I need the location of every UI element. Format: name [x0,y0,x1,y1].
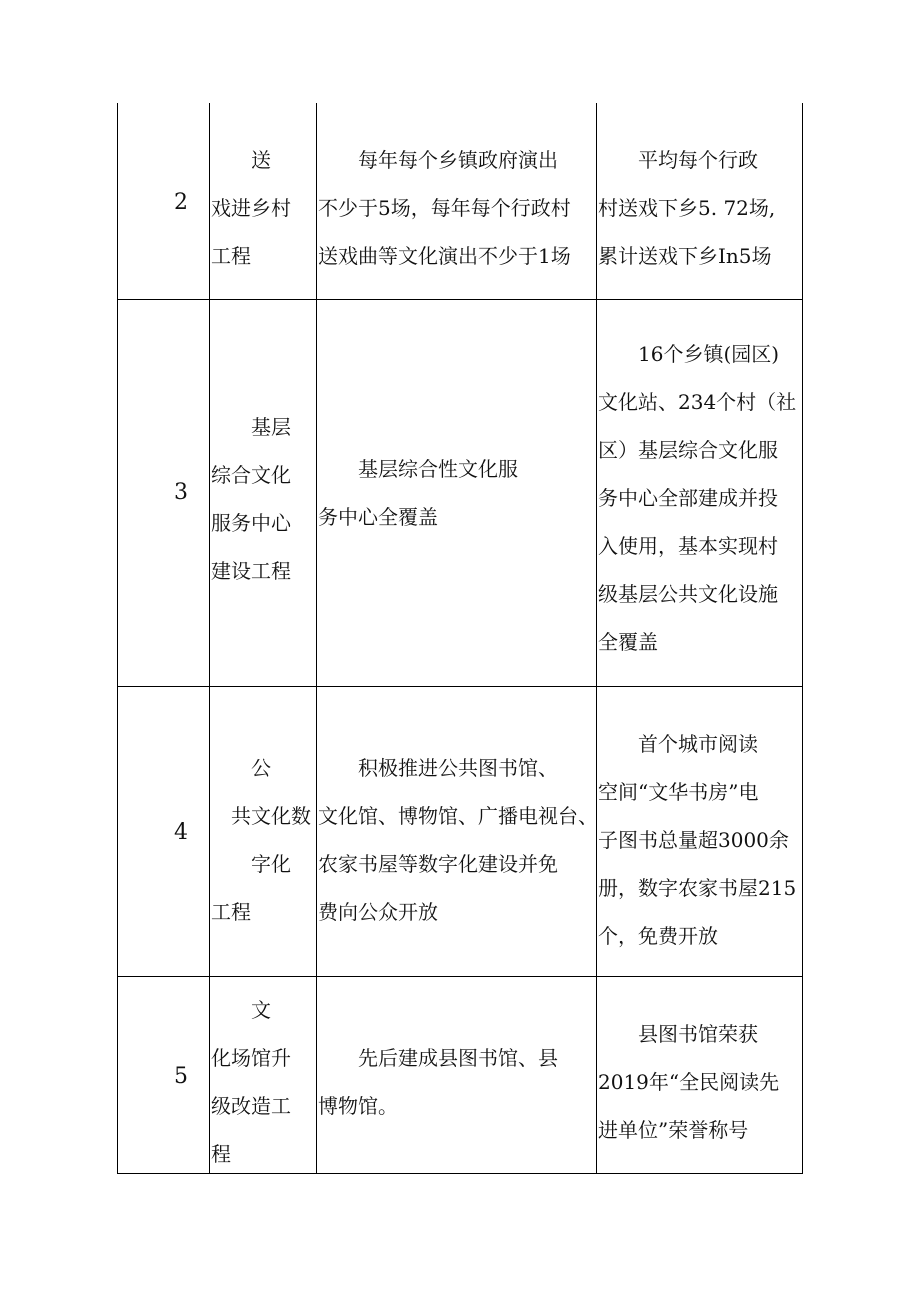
row-divider-1 [117,299,803,300]
row-number: 4 [174,820,188,845]
table-border-right [802,103,803,1174]
target-description: 每年每个乡镇政府演出 不少于5场，每年每个行政村 送戏曲等文化演出不少于1场 [318,148,571,268]
row-number: 3 [174,480,188,505]
target-description: 先后建成县图书馆、县 博物馆。 [318,1046,558,1118]
project-name: 基层 综合文化 服务中心 建设工程 [211,415,291,583]
row-number: 5 [174,1064,188,1089]
result-description: 16个乡镇(园区) 文化站、234个村（社 区）基层综合文化服 务中心全部建成并投 入使用，基本实现村 级基层公共文化设施 全覆盖 [598,342,797,654]
project-name: 送 戏进乡村 工程 [211,148,291,268]
result-description: 首个城市阅读 空间“文华书房”电 子图书总量超3000余 册，数字农家书屋215 个，免费开放 [598,732,797,948]
result-description: 平均每个行政 村送戏下乡5. 72场, 累计送戏下乡In5场 [598,148,776,268]
project-name: 公 共文化数 字化 工程 [211,756,311,924]
table-border-left [117,103,118,1174]
project-name: 文 化场馆升 级改造工 程 [211,998,291,1166]
target-description: 积极推进公共图书馆、 文化馆、博物馆、广播电视台、 农家书屋等数字化建设并免 费向公众开放 [318,756,598,924]
table-divider-2 [316,103,317,1174]
row-divider-2 [117,686,803,687]
row-number: 2 [174,190,188,215]
result-description: 县图书馆荣获 2019年“全民阅读先 进单位”荣誉称号 [598,1022,780,1142]
target-description: 基层综合性文化服 务中心全覆盖 [318,457,518,529]
table-divider-1 [209,103,210,1174]
table-divider-3 [596,103,597,1174]
row-divider-3 [117,976,803,977]
